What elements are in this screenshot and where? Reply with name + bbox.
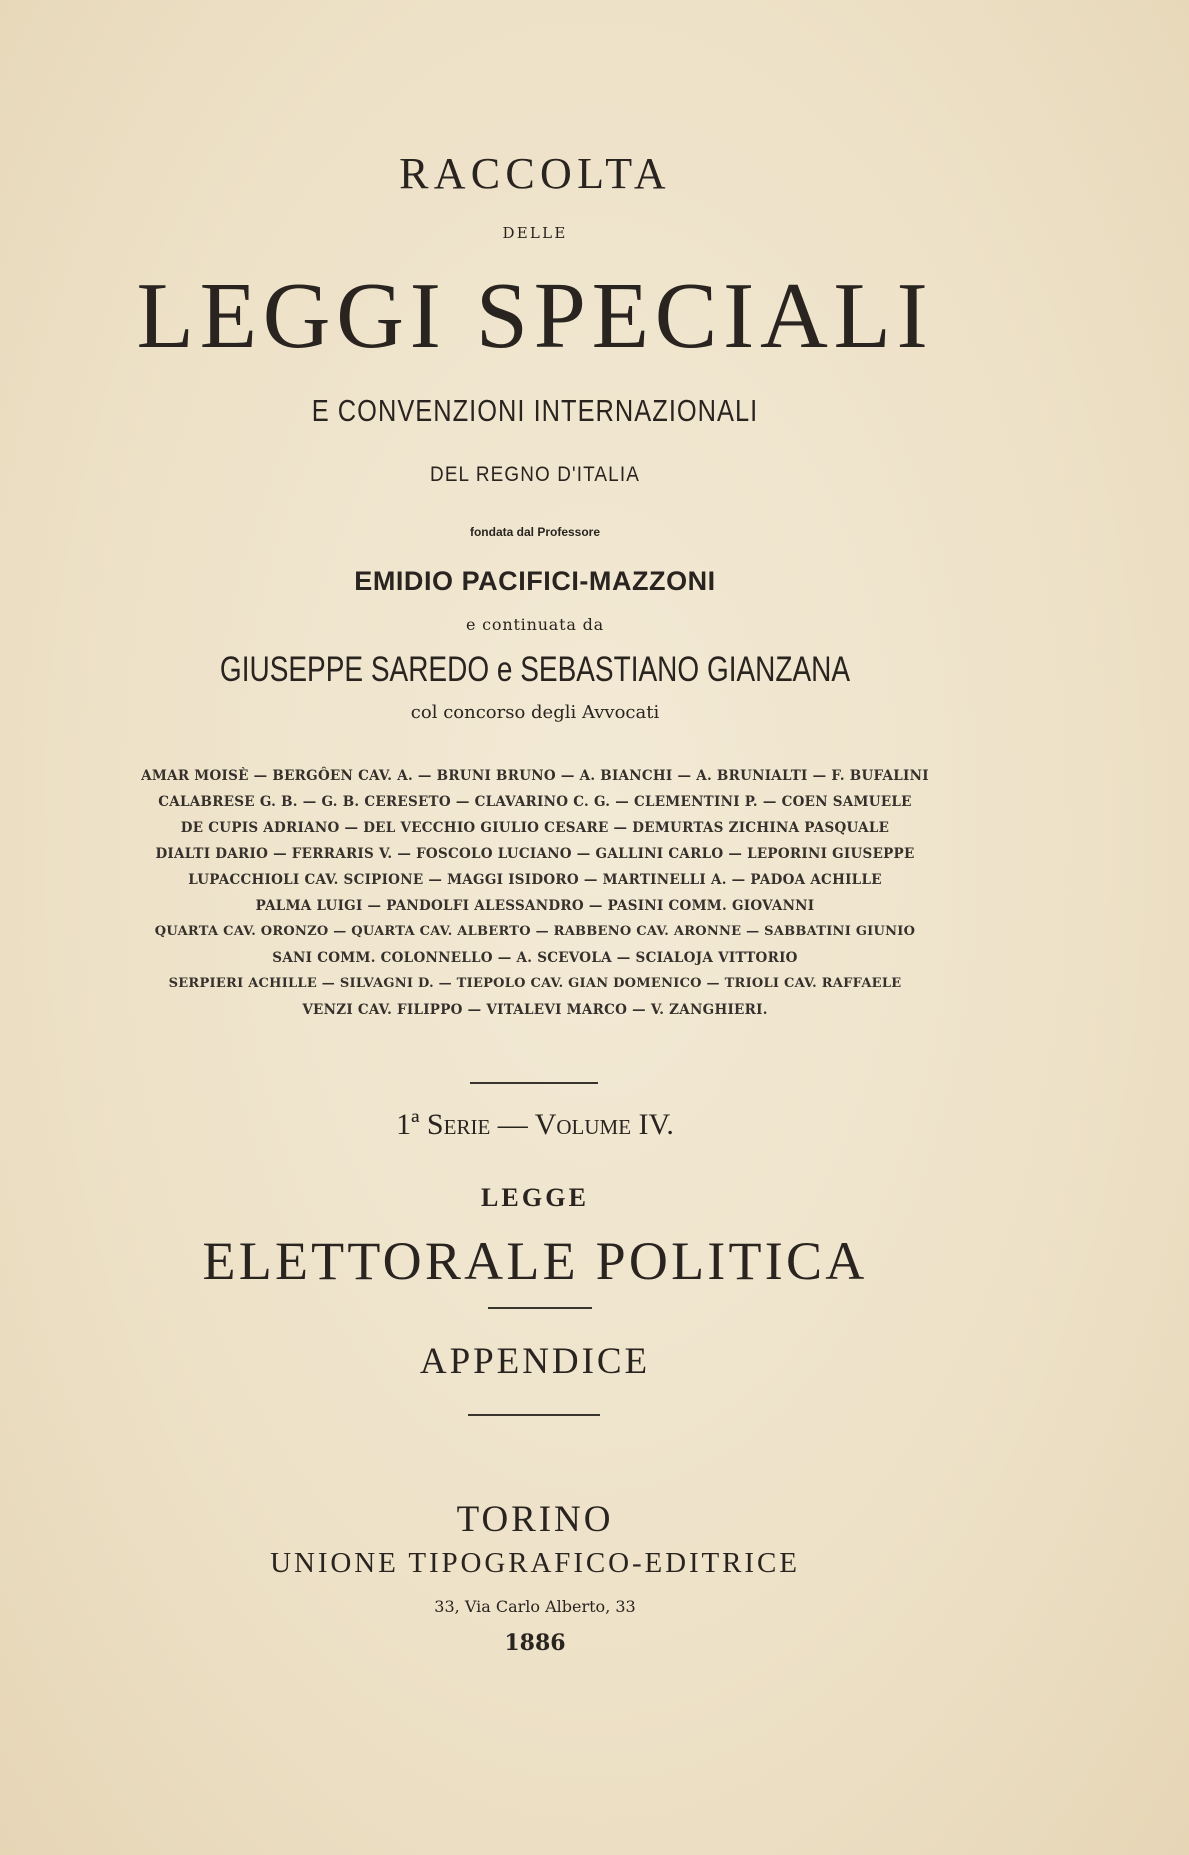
law-title: ELETTORALE POLITICA <box>202 1231 868 1291</box>
contributor-line: SERPIERI ACHILLE — SILVAGNI D. — TIEPOLO CAV. GIAN DOMENICO — TRIOLI CAV. RAFFAELE <box>168 976 902 991</box>
legge-label: LEGGE <box>480 1183 590 1212</box>
contributor-line: DIALTI DARIO — FERRARIS V. — FOSCOLO LUCIANO — GALLINI CARLO — LEPORINI GIUSEPPE <box>155 846 915 862</box>
appendix-label: APPENDICE <box>419 1341 651 1382</box>
series-volume: 1ª Serie — Volume IV. <box>396 1108 674 1141</box>
contributor-line: SANI COMM. COLONNELLO — A. SCEVOLA — SCIALOJA VITTORIO <box>272 950 798 966</box>
delle-label: DELLE <box>502 224 568 242</box>
publisher-address: 33, Via Carlo Alberto, 33 <box>434 1597 636 1616</box>
divider-rule <box>468 1414 600 1416</box>
continuers-names: GIUSEPPE SAREDO e SEBASTIANO GIANZANA <box>219 650 851 689</box>
founder-name: EMIDIO PACIFICI-MAZZONI <box>354 566 716 596</box>
subtitle: E CONVENZIONI INTERNAZIONALI <box>311 393 759 428</box>
contributor-line: VENZI CAV. FILIPPO — VITALEVI MARCO — V. ZANGHIERI. <box>302 1002 768 1018</box>
publication-year: 1886 <box>504 1630 566 1656</box>
contributor-line: QUARTA CAV. ORONZO — QUARTA CAV. ALBERTO — RABBENO CAV. ARONNE — SABBATINI GIUNIO <box>154 924 916 939</box>
contributor-line: PALMA LUIGI — PANDOLFI ALESSANDRO — PASINI COMM. GIOVANNI <box>255 898 815 914</box>
contributor-line: DE CUPIS ADRIANO — DEL VECCHIO GIULIO CESARE — DEMURTAS ZICHINA PASQUALE <box>180 820 890 836</box>
divider-rule <box>470 1082 598 1084</box>
city: TORINO <box>456 1499 614 1540</box>
contributor-line: CALABRESE G. B. — G. B. CERESETO — CLAVARINO C. G. — CLEMENTINI P. — COEN SAMUELE <box>158 794 912 810</box>
founded-by-label: fondata dal Professore <box>469 525 601 539</box>
contributor-line: AMAR MOISÈ — BERGÔEN CAV. A. — BRUNI BRUNO — A. BIANCHI — A. BRUNIALTI — F. BUFALINI <box>141 768 929 784</box>
contributor-line: LUPACCHIOLI CAV. SCIPIONE — MAGGI ISIDORO — MARTINELLI A. — PADOA ACHILLE <box>188 872 882 888</box>
contribution-label: col concorso degli Avvocati <box>410 702 660 723</box>
raccolta-heading: RACCOLTA <box>399 149 671 198</box>
divider-rule <box>488 1307 592 1309</box>
publisher: UNIONE TIPOGRAFICO-EDITRICE <box>270 1547 800 1579</box>
kingdom-line: DEL REGNO D'ITALIA <box>430 463 640 486</box>
main-title: LEGGI SPECIALI <box>136 264 934 368</box>
continued-by-label: e continuata da <box>466 615 604 634</box>
